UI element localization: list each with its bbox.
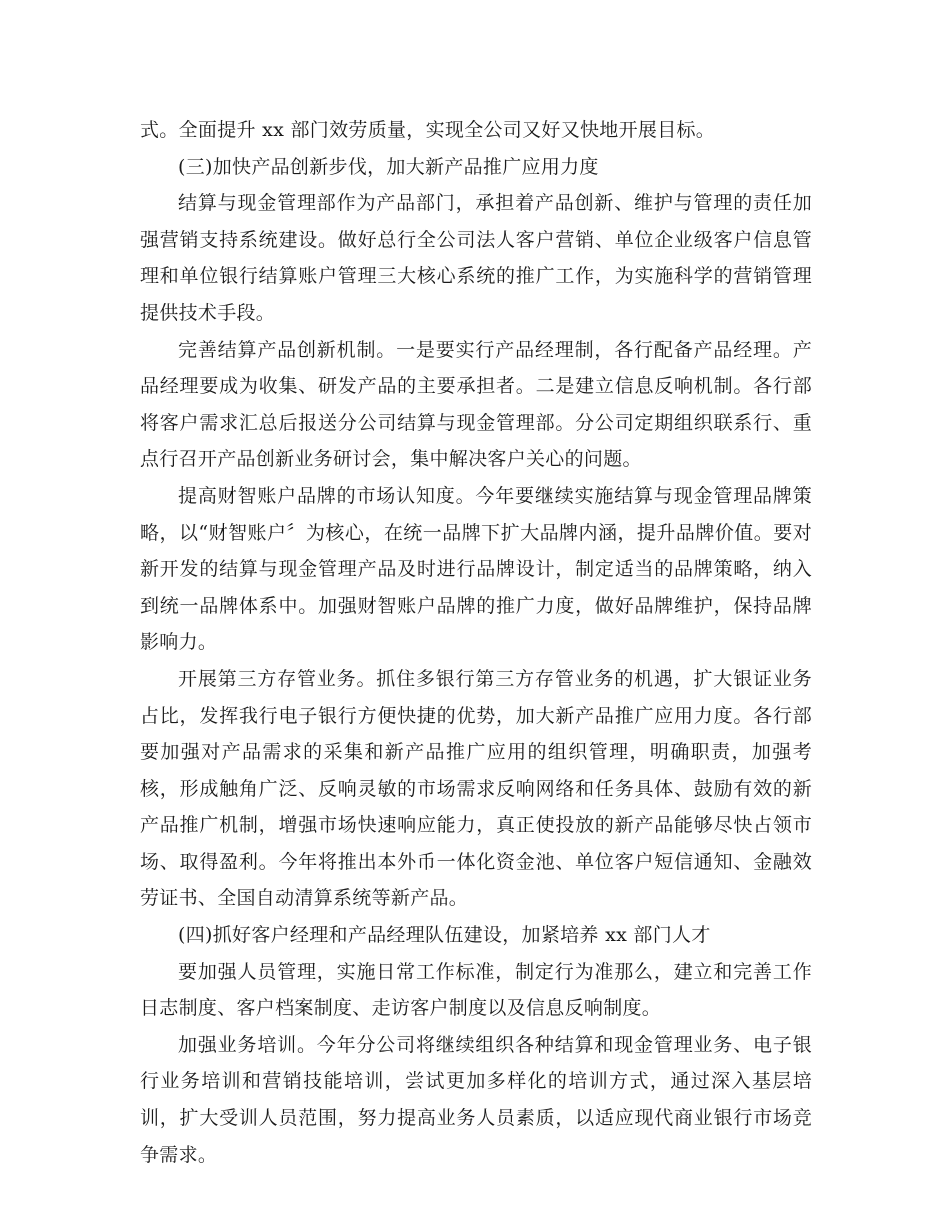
paragraph-training: 加强业务培训。今年分公司将继续组织各种结算和现金管理业务、电子银行业务培训和营销技能培训，尝试更加多样化的培训方式，通过深入基层培训，扩大受训人员范围，努力提高业务人员素质，以适应现代商业银行市场竞争需求。 — [140, 1033, 812, 1166]
paragraph-innovation-mechanism: 完善结算产品创新机制。一是要实行产品经理制，各行配备产品经理。产品经理要成为收集、研发产品的主要承担者。二是建立信息反响机制。各行部将客户需求汇总后报送分公司结算与现金管理部。分公司定期组织联系行、重点行召开产品创新业务研讨会，集中解决客户关心的问题。 — [140, 338, 812, 471]
paragraph-continuation: 式。全面提升 xx 部门效劳质量，实现全公司又好又快地开展目标。 — [140, 119, 716, 141]
paragraph-third-party-custody: 开展第三方存管业务。抓住多银行第三方存管业务的机遇，扩大银证业务占比，发挥我行电子银行方便快捷的优势，加大新产品推广应用力度。各行部要加强对产品需求的采集和新产品推广应用的组织管理，明确职责，加强考核，形成触角广泛、反响灵敏的市场需求反响网络和任务具体、鼓励有效的新产品推广机制，增强市场快速响应能力，真正使投放的新产品能够尽快占领市场、取得盈利。今年将推出本外币一体化资金池、单位客户短信通知、金融效劳证书、全国自动清算系统等新产品。 — [140, 667, 812, 910]
paragraph-staff-management: 要加强人员管理，实施日常工作标准，制定行为准那么，建立和完善工作日志制度、客户档案制度、走访客户制度以及信息反响制度。 — [140, 960, 812, 1020]
document-page — [140, 112, 812, 1173]
paragraph-brand-awareness: 提高财智账户品牌的市场认知度。今年要继续实施结算与现金管理品牌策略，以“财智账户〞为核心，在统一品牌下扩大品牌内涵，提升品牌价值。要对新开发的结算与现金管理产品及时进行品牌设计，制定适当的品牌策略，纳入到统一品牌体系中。加强财智账户品牌的推广力度，做好品牌维护，保持品牌影响力。 — [140, 484, 812, 654]
section-heading-4: (四)抓好客户经理和产品经理队伍建设，加紧培养 xx 部门人才 — [178, 924, 711, 947]
section-heading-3: (三)加快产品创新步伐，加大新产品推广应用力度 — [178, 155, 599, 178]
paragraph-product-department: 结算与现金管理部作为产品部门，承担着产品创新、维护与管理的责任加强营销支持系统建设。做好总行全公司法人客户营销、单位企业级客户信息管理和单位银行结算账户管理三大核心系统的推广工作，为实施科学的营销管理提供技术手段。 — [140, 192, 812, 324]
